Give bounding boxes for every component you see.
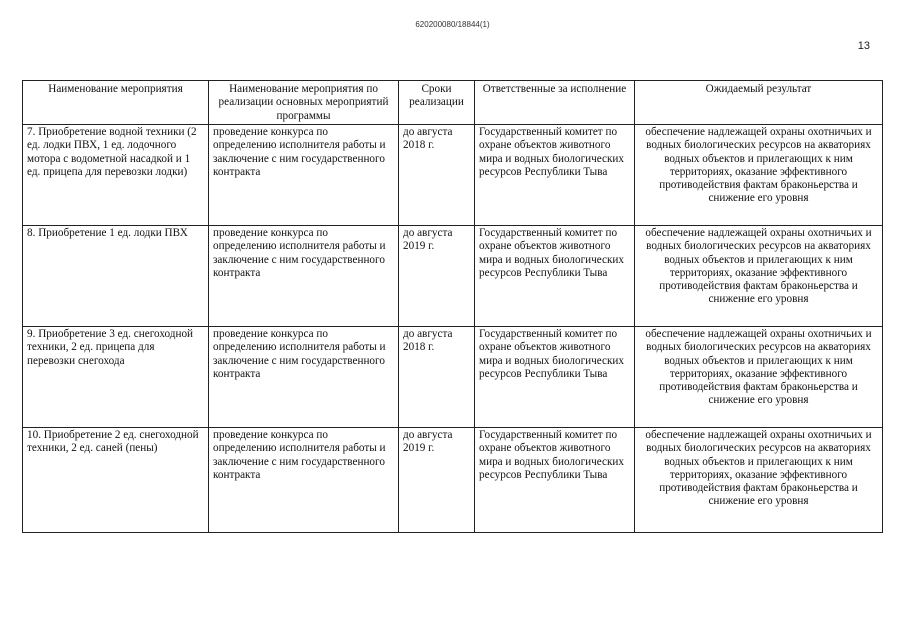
table-row: [23, 226, 883, 327]
result-cell: обеспечение надлежащей охраны охотничьих и водных биологических ресурсов на акваториях водных объектов и прилегающих к ним территориях, оказание эффективного противодействия фактам браконьерства и снижение его уровня: [635, 125, 883, 226]
header-expected-result: Ожидаемый результат: [635, 81, 883, 125]
deadline-cell: до августа 2018 г.: [399, 327, 475, 428]
responsible-cell: Государственный комитет по охране объектов животного мира и водных биологических ресурсов Республики Тыва: [475, 125, 635, 226]
header-implementation-action: Наименование мероприятия по реализации основных мероприятий программы: [209, 81, 399, 125]
measure-name-cell: 9. Приобретение 3 ед. снегоходной техники, 2 ед. прицепа для перевозки снегохода: [23, 327, 209, 428]
measure-name-cell: 7. Приобретение водной техники (2 ед. лодки ПВХ, 1 ед. лодочного мотора с водометной насадкой и 1 ед. прицепа для перевозки лодки): [23, 125, 209, 226]
deadline-cell: до августа 2019 г.: [399, 226, 475, 327]
page-number: 13: [857, 40, 870, 52]
result-cell: обеспечение надлежащей охраны охотничьих и водных биологических ресурсов на акваториях водных объектов и прилегающих к ним территориях, оказание эффективного противодействия фактам браконьерства и снижение его уровня: [635, 226, 883, 327]
document-id: 620200080/18844(1): [415, 20, 490, 29]
deadline-cell: до августа 2019 г.: [399, 428, 475, 533]
table-row: [23, 327, 883, 428]
action-cell: проведение конкурса по определению исполнителя работы и заключение с ним государственного контракта: [209, 327, 399, 428]
table-header-row: [23, 81, 883, 125]
responsible-cell: Государственный комитет по охране объектов животного мира и водных биологических ресурсов Республики Тыва: [475, 226, 635, 327]
deadline-cell: до августа 2018 г.: [399, 125, 475, 226]
header-measure-name: Наименование мероприятия: [23, 81, 209, 125]
measure-name-cell: 10. Приобретение 2 ед. снегоходной техники, 2 ед. саней (пены): [23, 428, 209, 533]
header-responsible: Ответственные за исполнение: [475, 81, 635, 125]
result-cell: обеспечение надлежащей охраны охотничьих и водных биологических ресурсов на акваториях водных объектов и прилегающих к ним территориях, оказание эффективного противодействия фактам браконьерства и снижение его уровня: [635, 428, 883, 533]
measures-table: [22, 80, 883, 533]
measure-name-cell: 8. Приобретение 1 ед. лодки ПВХ: [23, 226, 209, 327]
table-row: [23, 428, 883, 533]
action-cell: проведение конкурса по определению исполнителя работы и заключение с ним государственного контракта: [209, 226, 399, 327]
result-cell: обеспечение надлежащей охраны охотничьих и водных биологических ресурсов на акваториях водных объектов и прилегающих к ним территориях, оказание эффективного противодействия фактам браконьерства и снижение его уровня: [635, 327, 883, 428]
action-cell: проведение конкурса по определению исполнителя работы и заключение с ним государственного контракта: [209, 125, 399, 226]
responsible-cell: Государственный комитет по охране объектов животного мира и водных биологических ресурсов Республики Тыва: [475, 327, 635, 428]
responsible-cell: Государственный комитет по охране объектов животного мира и водных биологических ресурсов Республики Тыва: [475, 428, 635, 533]
table-row: [23, 125, 883, 226]
header-deadline: Сроки реализации: [399, 81, 475, 125]
action-cell: проведение конкурса по определению исполнителя работы и заключение с ним государственного контракта: [209, 428, 399, 533]
